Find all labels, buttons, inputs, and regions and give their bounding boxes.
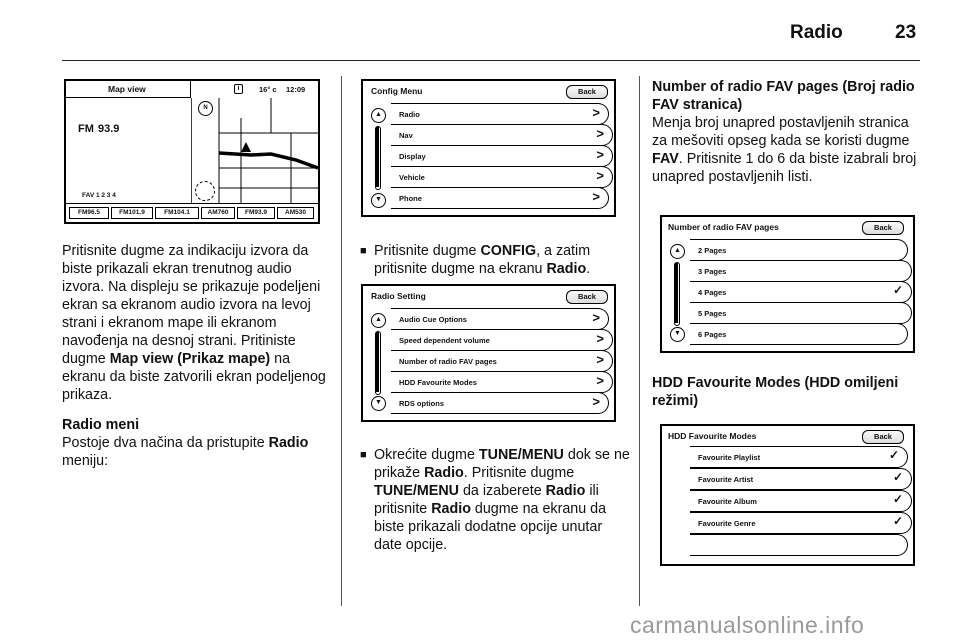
page-header-title: Radio — [790, 22, 843, 43]
config-menu-title: Config Menu — [371, 86, 423, 96]
chevron-right-icon: > — [596, 352, 604, 367]
option-4-pages[interactable]: 4 Pages ✓ — [690, 281, 912, 303]
radio-setting-screen — [361, 284, 616, 422]
option-5-pages[interactable]: 5 Pages — [690, 302, 912, 324]
back-button[interactable]: Back — [566, 85, 608, 99]
scrollbar[interactable] — [375, 126, 381, 190]
scale-icon[interactable] — [195, 181, 215, 201]
menu-item-nav[interactable]: Nav > — [391, 124, 613, 146]
config-menu-screen — [361, 79, 616, 217]
intro-paragraph: Pritisnite dugme za indikaciju izvora da biste prikazali ekran trenutnog audio izvora. Na displeju se prikazuje podeljeni ekran sa ekranom audio izvora na levoj strani i ekranom mape ili ekranom navođenja na desnoj strani. Pritiniste dugme Map view (Prikaz mape) na ekranu da biste zatvorili ekran podeljenog prikaza. — [62, 243, 326, 403]
map-view-titlebar — [66, 81, 191, 98]
option-2-pages[interactable]: 2 Pages — [690, 239, 908, 261]
menu-item-hdd-modes[interactable]: HDD Favourite Modes > — [391, 371, 613, 393]
menu-item-audio-cue[interactable]: Audio Cue Options > — [391, 308, 609, 330]
instruction-bullet-2: ■ Okrećite dugme TUNE/MENU dok se ne prikaže Radio. Pritisnite dugme TUNE/MENU da izaberete Radio ili pritisnite Radio dugme na ekranu da biste prikazali dodatne opcije unutar date opcije. — [360, 447, 630, 553]
back-button[interactable]: Back — [862, 221, 904, 235]
hdd-modes-title: HDD Favourite Modes — [668, 431, 757, 441]
checkmark-icon: ✓ — [892, 283, 903, 297]
checkmark-icon: ✓ — [892, 470, 903, 484]
page-number: 23 — [895, 22, 917, 43]
radio-menu-paragraph: Postoje dva načina da pristupite Radio meniju: — [62, 435, 309, 469]
menu-item-radio[interactable]: Radio > — [391, 103, 609, 125]
scroll-down-icon[interactable]: ▼ — [371, 396, 386, 411]
back-button[interactable]: Back — [862, 430, 904, 444]
menu-item-fav-pages[interactable]: Number of radio FAV pages > — [391, 350, 613, 372]
chevron-right-icon: > — [592, 394, 600, 409]
toggle-favourite-album[interactable]: Favourite Album ✓ — [690, 490, 912, 512]
preset-button[interactable]: AM760 — [201, 207, 235, 219]
toggle-favourite-genre[interactable]: Favourite Genre ✓ — [690, 512, 912, 534]
option-3-pages[interactable]: 3 Pages — [690, 260, 912, 282]
section-heading-hdd-modes: HDD Favourite Modes (HDD omiljeni režimi) — [652, 375, 899, 409]
watermark: carmanualsonline.info — [630, 612, 865, 638]
instruction-bullet-1: ■ Pritisnite dugme CONFIG, a zatim pritisnite dugme na ekranu Radio. — [360, 243, 591, 277]
preset-button[interactable]: FM101.9 — [111, 207, 153, 219]
fav-pages-paragraph: Menja broj unapred postavljenih stranica za mešoviti opseg kada se koristi dugme FAV. Pritisnite 1 do 6 da biste izabrali broj unapred postavljenih listi. — [652, 115, 917, 185]
chevron-right-icon: > — [596, 168, 604, 183]
scroll-down-icon[interactable]: ▼ — [670, 327, 685, 342]
compass-icon[interactable]: N — [198, 101, 213, 116]
section-heading-fav-pages: Number of radio FAV pages (Broj radio FAV stranica) — [652, 79, 915, 113]
temperature: 16° c — [259, 85, 277, 94]
column-divider-1 — [341, 76, 342, 606]
scroll-up-icon[interactable]: ▲ — [371, 108, 386, 123]
preset-button[interactable]: FM96.5 — [69, 207, 109, 219]
checkmark-icon: ✓ — [892, 514, 903, 528]
chevron-right-icon: > — [596, 373, 604, 388]
section-heading-radio-menu: Radio meni — [62, 417, 140, 433]
menu-item-display[interactable]: Display > — [391, 145, 613, 167]
scrollbar[interactable] — [375, 331, 381, 395]
scroll-up-icon[interactable]: ▲ — [670, 244, 685, 259]
map-view-screen — [64, 79, 320, 224]
chevron-right-icon: > — [596, 147, 604, 162]
chevron-right-icon: > — [592, 105, 600, 120]
preset-bar — [66, 203, 318, 222]
fav-pages-screen — [660, 215, 915, 353]
menu-item-rds[interactable]: RDS options > — [391, 392, 609, 414]
radio-setting-title: Radio Setting — [371, 291, 426, 301]
fav-pages-title: Number of radio FAV pages — [668, 222, 779, 232]
preset-button[interactable]: FM93.9 — [237, 207, 275, 219]
chevron-right-icon: > — [596, 331, 604, 346]
frequency: 93.9 — [98, 123, 120, 135]
chevron-right-icon: > — [592, 310, 600, 325]
clock: 12:09 — [286, 85, 306, 94]
back-button[interactable]: Back — [566, 290, 608, 304]
scroll-up-icon[interactable]: ▲ — [371, 313, 386, 328]
preset-button[interactable]: FM104.1 — [155, 207, 199, 219]
fav-page-indicator: FAV 1 2 3 4 — [82, 192, 116, 199]
checkmark-icon: ✓ — [888, 448, 899, 462]
info-icon: i — [234, 84, 243, 94]
empty-menu-row — [690, 534, 908, 556]
preset-button[interactable]: AM530 — [277, 207, 314, 219]
toggle-favourite-artist[interactable]: Favourite Artist ✓ — [690, 468, 912, 490]
header-divider — [62, 60, 920, 61]
menu-item-phone[interactable]: Phone > — [391, 187, 609, 209]
chevron-right-icon: > — [592, 189, 600, 204]
option-6-pages[interactable]: 6 Pages — [690, 323, 908, 345]
band-label: FM — [78, 123, 94, 135]
scroll-down-icon[interactable]: ▼ — [371, 193, 386, 208]
column-divider-2 — [639, 76, 640, 606]
menu-item-speed-volume[interactable]: Speed dependent volume > — [391, 329, 613, 351]
menu-item-vehicle[interactable]: Vehicle > — [391, 166, 613, 188]
toggle-favourite-playlist[interactable]: Favourite Playlist ✓ — [690, 446, 908, 468]
hdd-modes-screen — [660, 424, 915, 566]
scrollbar[interactable] — [674, 262, 680, 326]
map-view-title: Map view — [108, 84, 146, 94]
vehicle-position-icon — [241, 142, 251, 152]
checkmark-icon: ✓ — [892, 492, 903, 506]
chevron-right-icon: > — [596, 126, 604, 141]
